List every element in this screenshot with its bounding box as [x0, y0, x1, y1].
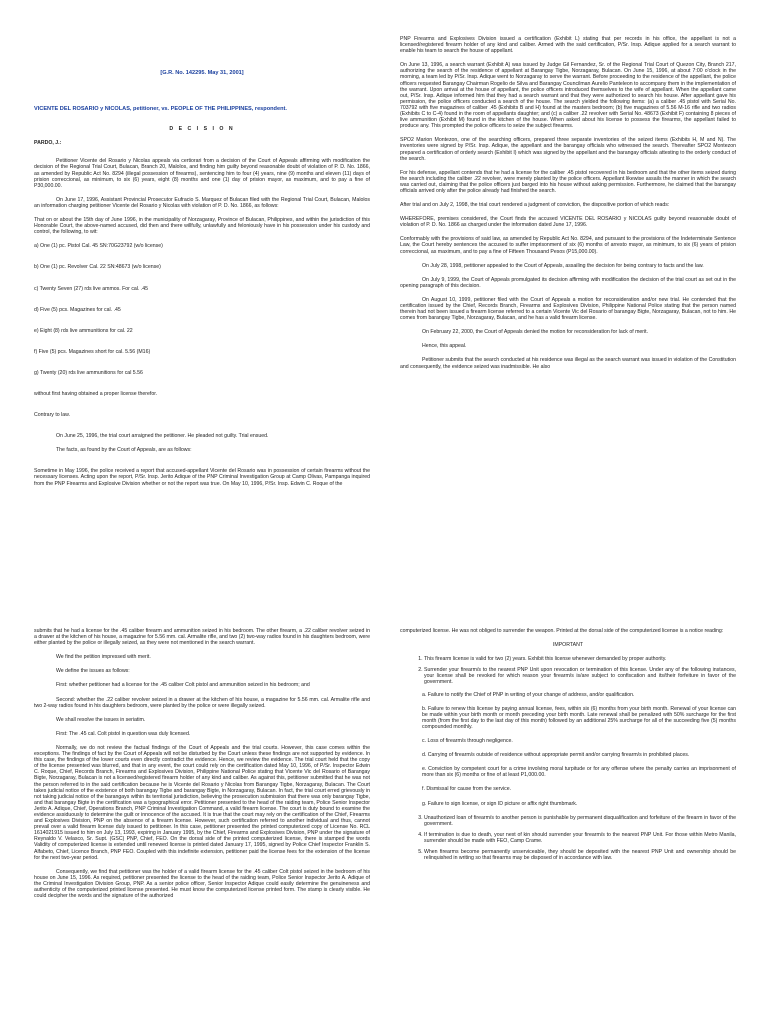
- paragraph: The facts, as found by the Court of Appeals, are as follows:: [56, 447, 192, 454]
- sub-item: a. Failure to notify the Chief of PNP in writing of your change of address, and/or qualification.: [422, 691, 635, 698]
- page1-left-column: [34, 36, 370, 495]
- notice-heading: IMPORTANT: [552, 642, 584, 649]
- paragraph: Hence, this appeal.: [422, 343, 467, 350]
- paragraph: Sometime in May 1996, the police received a report that accused-appellant Vicente del Rosario was in possession of certain firearms without the necessary licenses. Acting upon the report, P/Sr. Insp. Jerito Adique of the PNP Criminal Investigation Group at Camp Olivas, Pampanga inquired from the PNP Firearms and Explosive Division whether or not the report was true. On May 10, 1996, P/Sr. Insp. Edwin C. Roque of the: [34, 468, 370, 487]
- sub-item: e. Conviction by competent court for a crime involving moral turpitude or for any offense where the penalty carries an imprisonment of more than six (6) months or fine of at least P1,000.00.: [422, 766, 736, 779]
- list-item: 2. Surrender your firearm/s to the nearest PNP Unit upon revocation or termination of this license. Under any of the following instances, your license shall be revoked for which reason your firearm/s is/are subject to confiscation and its/their forfeiture in favor of the government.: [424, 667, 736, 685]
- paragraph: Second: whether the .22 caliber revolver seized in a drawer at the kitchen of his house, a magazine for 5.56 mm. cal. Armalite rifle and two 2-way radios found in his daughters bedroom, were planted by the police or were illegally seized.: [34, 696, 370, 709]
- sub-item: c. Loss of firearm/s through negligence.: [422, 738, 513, 745]
- paragraph: On February 22, 2000, the Court of Appeals denied the motion for reconsideration for lack of merit.: [422, 329, 649, 336]
- seized-item: b) One (1) pc. Revolver Cal. 22 SN:48673 (w/o license): [34, 264, 161, 271]
- page-2: [0, 600, 768, 1024]
- paragraph: We define the issues as follows:: [56, 668, 130, 675]
- paragraph: After trial and on July 2, 1998, the trial court rendered a judgment of conviction, the dispositive portion of which reads:: [400, 202, 670, 209]
- paragraph: On June 25, 1996, the trial court arraigned the petitioner. He pleaded not guilty. Trial ensued.: [56, 433, 269, 440]
- paragraph: On June 17, 1996, Assistant Provincial Prosecutor Eufracio S. Marquez of Bulacan filed with the Regional Trial Court, Bulacan, Malolos an information charging petitioner Vicente del Rosario y Nicolas with violation of P. D. No. 1866, as follows:: [34, 196, 370, 209]
- paragraph: Contrary to law.: [34, 412, 71, 419]
- case-number[interactable]: [G.R. No. 142295. May 31, 2001]: [160, 70, 244, 76]
- license-conditions-list: [400, 656, 736, 685]
- paragraph: We find the petition impressed with merit.: [56, 654, 151, 661]
- paragraph: WHEREFORE, premises considered, the Court finds the accused VICENTE DEL ROSARIO y NICOLAS guilty beyond reasonable doubt of violation of P. D. No. 1866 as charged under the information dated June 17, 1996.: [400, 216, 736, 229]
- paragraph: Petitioner Vicente del Rosario y Nicolas appeals via certiorari from a decision of the Court of Appeals affirming with modification the decision of the Regional Trial Court, Bulacan, Branch 20, Malolos, and finding him guilty beyond reasonable doubt of violation of P. D. No. 1866, as amended by Republic Act No. 8294 (illegal possession of firearms), sentencing him to four (4) years, nine (9) months and eleven (11) days of prision correccional, as minimum, to six (6) years, eight (8) months and one (1) day of prision mayor, as maximum, and to pay a fine of P30,000.00.: [34, 158, 370, 189]
- list-item: 5. When firearms become permanently unserviceable, they should be deposited with the nearest PNP Unit and ownership should be relinquished in writing so that firearms may be disposed of in accordance with law.: [424, 849, 736, 861]
- case-parties[interactable]: VICENTE DEL ROSARIO y NICOLAS, petitioner, vs. PEOPLE OF THE PHILIPPINES, respondent.: [34, 106, 287, 113]
- paragraph: Conformably with the provisions of said law, as amended by Republic Act No. 8294, and pursuant to the provisions of the Indeterminate Sentence Law, the Court hereby sentences the accused to suffer imprisonment of six (6) months of arresto mayor, as minimum, to six (6) years of prision correccional, as maximum, and to pay a fine of Fifteen Thousand Pesos (P15,000.00).: [400, 236, 736, 255]
- paragraph: On August 10, 1999, petitioner filed with the Court of Appeals a motion for reconsideration and/or new trial. He contended that the certification issued by the Chief, Records Branch, Firearms and Explosives Division, Philippine National Police stating that the person named therein had not been issued a firearm license referred to a certain Vicente Vic del Rosario of barangay Bigte, Norzagaray, Bulacan, not to him. He comes from barangay Tigbe, Norzagaray, Bulacan, and he has a valid firearm license.: [400, 296, 736, 322]
- license-conditions-list-continued: [400, 815, 736, 862]
- page1-right-column: [400, 36, 736, 378]
- ponente: PARDO, J.:: [34, 140, 62, 147]
- paragraph: computerized license. He was not obliged to surrender the weapon. Printed at the dorsal side of the computerized license is a notice reading:: [400, 628, 724, 634]
- sub-item: g. Failure to sign license, or sign ID picture or affix right thumbmark.: [422, 800, 578, 807]
- page2-left-column: [34, 628, 370, 907]
- paragraph: On July 28, 1998, petitioner appealed to the Court of Appeals, assailing the decision for being contrary to facts and the law.: [422, 262, 704, 269]
- paragraph: First: whether petitioner had a license for the .45 caliber Colt pistol and ammunition seized in his bedroom; and: [56, 682, 310, 689]
- paragraph: On July 9, 1999, the Court of Appeals promulgated its decision affirming with modification the decision of the trial court as set out in the opening paragraph of this decision.: [400, 276, 736, 289]
- paragraph: SPO2 Marion Montezon, one of the searching officers, prepared three separate inventories of the seized items (Exhibits H, M and N). The inventories were signed by P/Sr. Insp. Adique, the appellant and the barangay officials who witnessed the search. Thereafter SPO2 Montezon prepared a certification of orderly search (Exhibit I) which was signed by the appellant and the barangay officials attesting to the orderly conduct of the search.: [400, 137, 736, 162]
- decision-heading: D E C I S I O N: [169, 126, 235, 133]
- sub-item: b. Failure to renew this license by paying annual license, fees, within six (6) months from your birth month. Renewal of your license can be made within your birth month or month preceding your birth month. Late renewal shall be penalized with 50% surcharge for the first month (from the first day to the last day of this month) followed by an additional 25% surcharge for all of the succeeding five (5) months compounded monthly.: [422, 705, 736, 730]
- seized-item: c) Twenty Seven (27) rds live ammos. For cal. .45: [34, 285, 149, 292]
- list-item: 1. This firearm license is valid for two (2) years. Exhibit this license whenever demanded by proper authority.: [424, 656, 736, 662]
- paragraph: Normally, we do not review the factual findings of the Court of Appeals and the trial courts. However, this case comes within the exceptions. The findings of fact by the Court of Appeals will not be disturbed by the Court unless these findings are not supported by evidence. In this case, the findings of the lower courts even directly contradict the evidence. Hence, we review the evidence. The trial court held that the copy of the license presented was blurred, and that in any event, the court could rely on the certification dated May 10, 1996, of P/Sr. Inspector Edwin C. Roque, Chief, Records Branch, Firearms and Explosives Division, Philippine National Police stating that Vicente Vic del Rosario of Barangay Bigte, Norzagaray, Bulacan is not a licensed/registered firearm holder of any kind and caliber. As against this, petitioner submitted that he was not the person referred to in the said certification because he is Vicente del Rosario y Nicolas from Barangay Tigbe, Norzagaray, Bulacan. The Court takes judicial notice of the existence of both barangay Tigbe and barangay Bigte, in Norzagaray, Bulacan. In fact, the trial court erred grievously in not taking judicial notice of the barangays within its territorial jurisdiction, believing the prosecution submission that there was only barangay Tigbe, and that barangay Bigte in the certification was a typographical error. Petitioner presented to the head of the raiding team, Police Senior Inspector Jerito A. Adique, Chief, Operations Branch, PNP Criminal Investigation Command, a valid firearm license. The court is duty bound to examine the evidence assiduously to determine the guilt or innocence of the accused. It is true that the court may rely on the certification of the Chief, Firearms and Explosives Division, PNP on the absence of a firearm license. However, such certification referred to another individual and thus, cannot prevail over a valid firearm license duly issued to petitioner. In this case, petitioner presented the printed computerized copy of License No. RCL 1614021915 issued to him on July 13, 1993, expiring in January 1995, by the Chief, Firearms and Explosives Division, PNP under the signature of Reynaldo V. Velasco, Sr. Supt. (GSC) PNP, Chief, FEO. On the dorsal side of the printed computerized license, there is stamped the words Validity of computerized license is extended until renewed license is printed dated January 17, 1995, signed by Police Chief Inspector Franklin S. Alfabeto, Chief, Licence Branch, PNP FEO. Coupled with this indefinite extension, petitioner paid the license fees for the extension of the license for the next two-year period.: [34, 744, 370, 861]
- paragraph: We shall resolve the issues in seriatim.: [56, 716, 146, 723]
- paragraph: Petitioner submits that the search conducted at his residence was illegal as the search warrant was issued in violation of the Constitution and consequently, the evidence seized was inadmissible. He also: [400, 357, 736, 370]
- seized-item: e) Eight (8) rds live ammunitions for cal. 22: [34, 327, 133, 334]
- list-item: 3. Unauthorized loan of firearm/s to another person is punishable by permanent disqualification and forfeiture of the firearm in favor of the government.: [424, 815, 736, 827]
- paragraph: Consequently, we find that petitioner was the holder of a valid firearm license for the .45 caliber Colt pistol seized in the bedroom of his house on June 15, 1996. As required, petitioner presented the license to the head of the raiding team, Police Senior Inspector Jerito A. Adique of the Criminal Investigation Division Group, PNP. As a senior police officer, Senior Inspector Adique could easily determine the genuineness and authenticity of the computerized printed license presented. He must know the computerized license printed form. The stamp is clearly visible. He could decipher the words and the signature of the authorized: [34, 868, 370, 900]
- paragraph: On June 13, 1996, a search warrant (Exhibit A) was issued by Judge Gil Fernandez, Sr. of the Regional Trial Court of Quezon City, Branch 217, authorizing the search of the residence of appellant at Barangay Tigbe, Norzagaray, Bulacan. On June 15, 1996, at about 7:00 o'clock in the morning, a team led by P/Sr. Insp. Adique went to Norzagaray to serve the warrant. Before proceeding to the residence of the appellant, the police officers requested Barangay Chairman Rogelio de Silva and Barangay Councilman Aurelio Panteleon to accompany them in the implementation of the warrant. Upon arrival at the house of appellant, the police officers introduced themselves to the wife of appellant. When the appellant came out, P/Sr. Insp. Adique informed him that they had a search warrant and that they were authorized to search his house. After appellant gave his permission, the police officers conducted a search of the house. The search yielded the following items: (a) a caliber .45 pistol with Serial No. 703792 with five magazines of caliber .45 (Exhibits B and H) found at the masters bedroom; (b) five magazines of 5.56 M-16 rifle and two radios (Exhibits C to C-4) found in the room of appellants daughter; and (c) a caliber .22 revolver with Serial No. 48673 (Exhibit F) containing 8 pieces of live ammunition (Exhibit M) found in the kitchen of the house. When asked about his license to possess the firearms, the appellant failed to produce any. This prompted the police officers to seize the subject firearms.: [400, 62, 736, 130]
- sub-item: f. Dismissal for cause from the service.: [422, 786, 512, 793]
- paragraph: without first having obtained a proper license therefor.: [34, 390, 158, 397]
- paragraph: PNP Firearms and Explosives Division issued a certification (Exhibit L) stating that per records in his office, the appellant is not a licensed/registered firearm holder of any kind and caliber. Armed with the said certification, P/Sr. Insp. Adique applied for a search warrant to enable his team to search the house of appellant.: [400, 36, 736, 55]
- seized-item: d) Five (5) pcs. Magazines for cal. .45: [34, 306, 121, 313]
- list-item: 4. If termination is due to death, your next of kin should surrender your firearm/s to the nearest PNP Unit. For those within Metro Manila, surrender should be made with FEO, Camp Crame.: [424, 832, 736, 844]
- paragraph: That on or about the 15th day of June 1996, in the municipality of Norzagaray, Province of Bulacan, Philippines, and within the jurisdiction of this Honorable Court, the above-named accused, did then and there willfully, unlawfully and feloniously have in his possession under his custody and control, the following, to wit:: [34, 217, 370, 236]
- paragraph: First: The .45 cal. Colt pistol in question was duly licensed.: [56, 730, 191, 737]
- seized-item: g) Twenty (20) rds live ammunitions for cal 5.56: [34, 369, 143, 376]
- paragraph: submits that he had a license for the .45 caliber firearm and ammunition seized in his bedroom. The other firearm, a .22 caliber revolver seized in a drawer at the kitchen of his house, a magazine for 5.56 mm. cal. Armalite rifle, and two (2) two-way radios found in his daughters bedroom, were either planted by the police or illegally seized, as they were not mentioned in the search warrant.: [34, 628, 370, 647]
- paragraph: For his defense, appellant contends that he had a license for the caliber .45 pistol recovered in his bedroom and that the other items seized during the search including the caliber .22 revolver, were merely planted by the police officers. Appellant likewise assails the manner in which the search was carried out, claiming that the police officers just barged into his house without asking permission. Furthermore, he claimed that the barangay officials arrived only after the police already had finished the search.: [400, 169, 736, 194]
- seized-item: f) Five (5) pcs. Magazines short for cal. 5.56 (M16): [34, 348, 151, 355]
- sub-item: d. Carrying of firearm/s outside of residence without appropriate permit and/or carrying firearm/s in prohibited places.: [422, 752, 690, 759]
- page2-right-column: [400, 628, 736, 867]
- seized-item: a) One (1) pc. Pistol Cal. 45 SN:70G23792 (w/o license): [34, 243, 163, 250]
